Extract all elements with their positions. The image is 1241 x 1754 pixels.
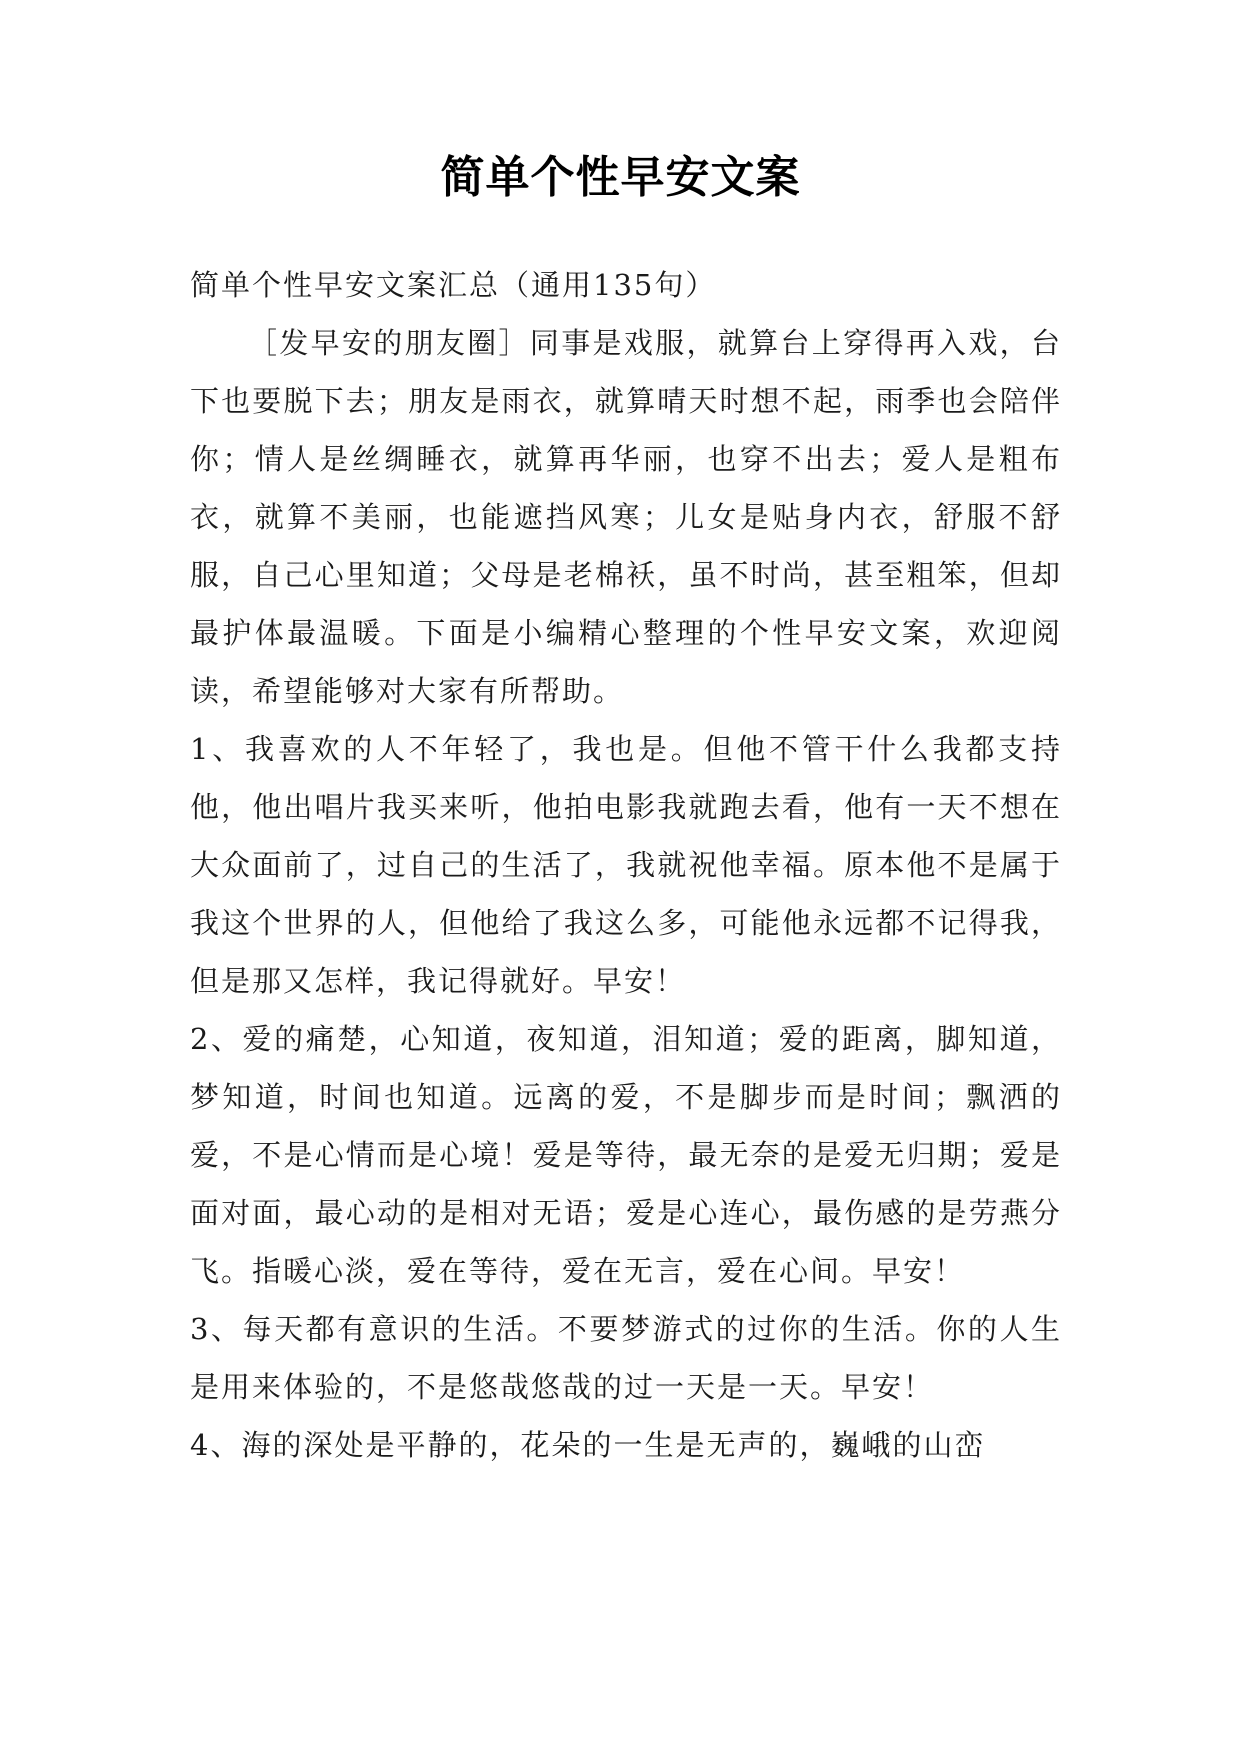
intro-paragraph: ［发早安的朋友圈］同事是戏服，就算台上穿得再入戏，台下也要脱下去；朋友是雨衣，就算晴天时想不起，雨季也会陪伴你；情人是丝绸睡衣，就算再华丽，也穿不出去；爱人是粗布衣，就算不美丽，也能遮挡风寒；儿女是贴身内衣，舒服不舒服，自己心里知道；父母是老棉袄，虽不时尚，甚至粗笨，但却最护体最温暖。下面是小编精心整理的个性早安文案，欢迎阅读，希望能够对大家有所帮助。	[190, 326, 1062, 708]
list-item: 2、爱的痛楚，心知道，夜知道，泪知道；爱的距离，脚知道，梦知道，时间也知道。远离的爱，不是脚步而是时间；飘洒的爱，不是心情而是心境！爱是等待，最无奈的是爱无归期；爱是面对面，最心动的是相对无语；爱是心连心，最伤感的是劳燕分飞。指暖心淡，爱在等待，爱在无言，爱在心间。早安！	[190, 1022, 1062, 1288]
document-body	[190, 256, 1062, 1474]
document-subtitle: 简单个性早安文案汇总（通用135句）	[190, 268, 717, 302]
list-item: 1、我喜欢的人不年轻了，我也是。但他不管干什么我都支持他，他出唱片我买来听，他拍电影我就跑去看，他有一天不想在大众面前了，过自己的生活了，我就祝他幸福。原本他不是属于我这个世界的人，但他给了我这么多，可能他永远都不记得我，但是那又怎样，我记得就好。早安！	[190, 732, 1062, 998]
list-item: 3、每天都有意识的生活。不要梦游式的过你的生活。你的人生是用来体验的，不是悠哉悠哉的过一天是一天。早安！	[190, 1312, 1062, 1404]
list-item: 4、海的深处是平静的，花朵的一生是无声的，巍峨的山峦	[190, 1428, 986, 1462]
document-title: 简单个性早安文案	[440, 152, 801, 203]
